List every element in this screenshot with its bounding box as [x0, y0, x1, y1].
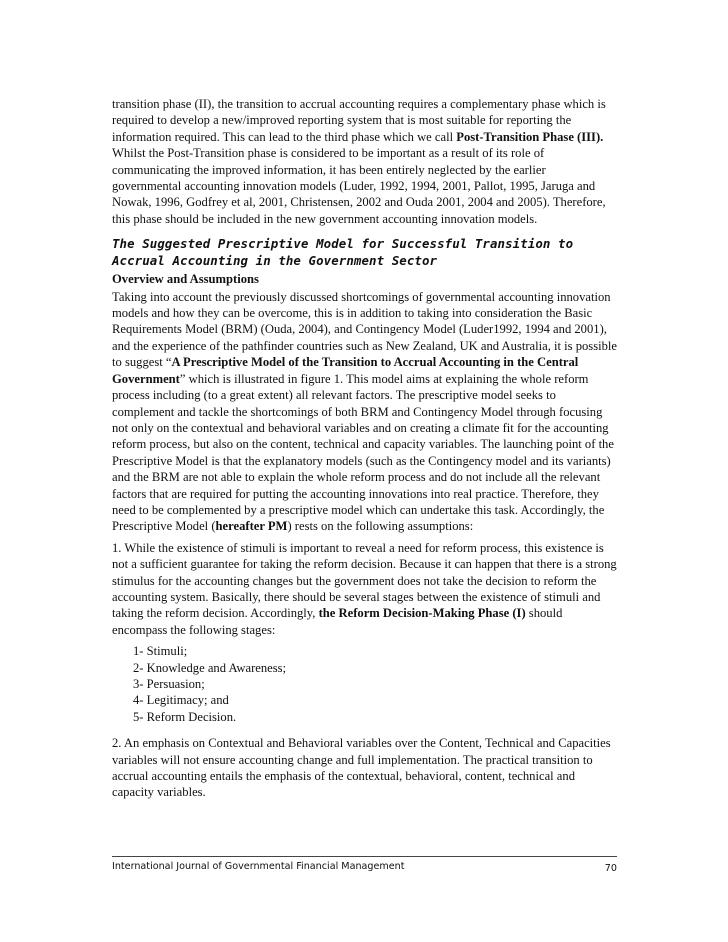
bold-model-title: A Prescriptive Model of the Transition to Accrual Accounting in the Central Government — [112, 355, 579, 386]
paragraph-overview — [112, 289, 617, 535]
list-item: 2- Knowledge and Awareness; — [133, 660, 287, 675]
paragraph-post-transition — [112, 96, 617, 227]
text-run: 1. While the existence of stimuli is important to reveal a need for reform process, this existence is not a sufficient guarantee for taking the reform decision. Because it can happen that there is a strong stimulus for the accounting changes but the government does not take the decision to reform the accounting system. Basically, there should be several stages between the existence of stimuli and taking the reform decision. Accordingly, — [112, 540, 617, 621]
bold-term-post-transition-phase: Post-Transition Phase (III). — [456, 129, 604, 144]
text-run: Taking into account the previously discussed shortcomings of governmental accounting innovation models and how they can be overcome, this is in addition to taking into consideration the Basic Requirements Model (BRM) (Ouda, 2004), and Contingency Model (Luder1992, 1994 and 2001), and the experience of the pathfinder countries such as New Zealand, UK and Australia, it is possible to suggest “ — [112, 289, 617, 370]
text-run: ) rests on the following assumptions: — [287, 519, 474, 534]
text-run: should encompass the following stages: — [112, 606, 563, 637]
page-footer — [112, 856, 617, 872]
journal-name: International Journal of Governmental Financial Management — [112, 861, 405, 872]
bold-abbreviation: hereafter PM — [215, 519, 288, 534]
paragraph-assumption-2: 2. An emphasis on Contextual and Behavioral variables over the Content, Technical and Capacities variables will not ensure accounting change and full implementation. The practical transition to accrual accounting entails the emphasis of the contextual, behavioral, content, technical and capacity variables. — [112, 736, 611, 800]
list-item: 4- Legitimacy; and — [133, 693, 229, 708]
stages-list — [112, 643, 617, 725]
list-item: 5- Reform Decision. — [133, 709, 237, 724]
subsection-heading: Overview and Assumptions — [112, 272, 259, 287]
text-run: Whilst the Post-Transition phase is considered to be important as a result of its role of communicating the improved information, it has been entirely neglected by the earlier governmental accounting innovation models (Luder, 1992, 1994, 2001, Pallot, 1995, Jaruga and Nowak, 1996, Godfrey et al, 2001, Christensen, 2002 and Ouda 2001, 2004 and 2005). Therefore, this phase should be included in the new government accounting innovation models. — [112, 146, 606, 226]
page-body — [112, 96, 617, 806]
list-item: 3- Persuasion; — [133, 677, 205, 691]
text-run: ” which is illustrated in figure 1. This model aims at explaining the whole reform process including (to a great extent) all relevant factors. The prescriptive model seeks to complement and tackle the shortcomings of both BRM and Contingency Model through focusing not only on the contextual and behavioral variables and on creating a climate fit for the accounting reform process, but also on the content, technical and capacity variables. The launching point of the Prescriptive Model is that the explanatory models (such as the Contingency model and its variants) and the BRM are not able to explain the whole reform process and do not include all the relevant factors that are required for putting the accounting innovations into real practice. Therefore, they need to be complemented by a prescriptive model which can undertake this task. Accordingly, the Prescriptive Model ( — [112, 371, 614, 534]
page-number: 70 — [604, 863, 617, 874]
section-heading: The Suggested Prescriptive Model for Successful Transition to Accrual Accounting in the Government Sector — [112, 236, 574, 269]
text-run: transition phase (II), the transition to accrual accounting requires a complementary phase which is required to develop a new/improved reporting system that is most suitable for reporting the information required. This can lead to the third phase which we call — [112, 97, 606, 144]
bold-reform-phase: the Reform Decision-Making Phase (I) — [318, 606, 526, 621]
paragraph-assumption-1 — [112, 540, 617, 638]
list-item: 1- Stimuli; — [133, 644, 188, 659]
